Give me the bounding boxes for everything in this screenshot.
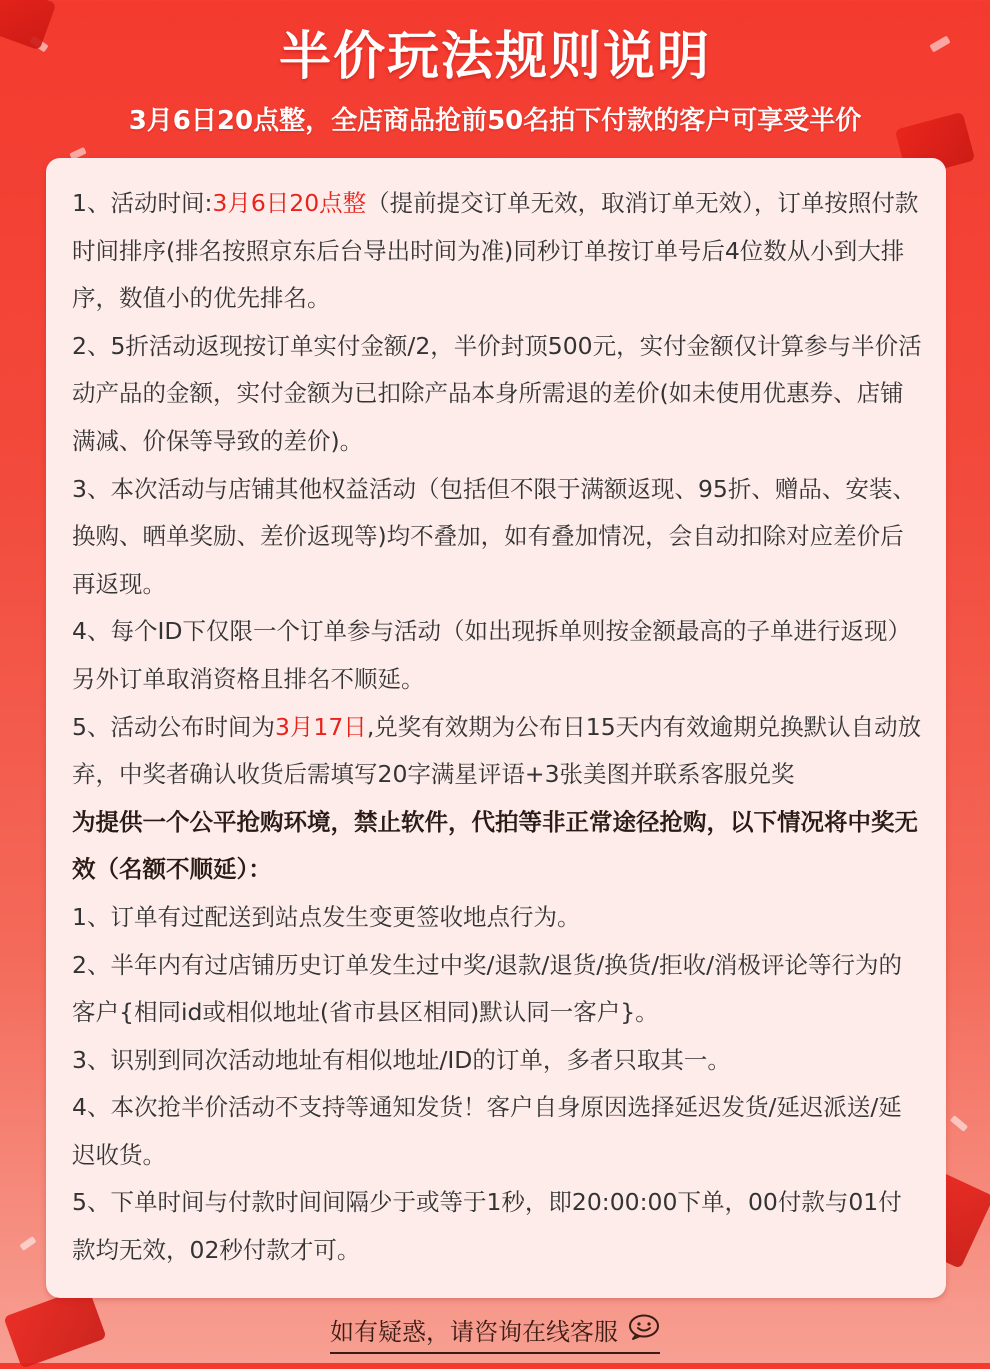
rule-5-highlight: 3月17日 <box>274 712 367 741</box>
notice-item: 4、本次抢半价活动不支持等通知发货！客户自身原因选择延迟发货/延迟派送/延迟收货。 <box>72 1093 902 1169</box>
customer-service-link[interactable] <box>330 1312 660 1354</box>
confetti-decoration <box>19 1236 36 1251</box>
rule-5-prefix: 5、活动公布时间为 <box>72 712 275 741</box>
rule-1 <box>72 180 924 323</box>
footer-text: 如有疑惑，请咨询在线客服 <box>330 1318 618 1346</box>
notice-item: 3、识别到同次活动地址有相似地址/ID的订单，多者只取其一。 <box>72 1045 731 1074</box>
rule-4: 4、每个ID下仅限一个订单参与活动（如出现拆单则按金额最高的子单进行返现）另外订单取消资格且排名不顺延。 <box>72 617 911 693</box>
page-subtitle: 3月6日20点整，全店商品抢前50名拍下付款的客户可享受半价 <box>128 106 862 136</box>
confetti-decoration <box>950 1115 968 1132</box>
notice-heading: 为提供一个公平抢购环境，禁止软件，代拍等非正常途径抢购，以下情况将中奖无效（名额不顺延）： <box>72 807 918 884</box>
page-title: 半价玩法规则说明 <box>278 27 711 87</box>
notice-item: 5、下单时间与付款时间间隔少于或等于1秒，即20:00:00下单，00付款与01付款均无效，02秒付款才可。 <box>72 1188 902 1265</box>
rule-5-suffix: ,兑奖有效期为公布日15天内有效逾期兑换默认自动放弃，中奖者确认收货后需填写20字满星评语+3张美图并联系客服兑奖 <box>72 712 922 789</box>
rule-3: 3、本次活动与店铺其他权益活动（包括但不限于满额返现、95折、赠品、安装、换购、晒单奖励、差价返现等)均不叠加，如有叠加情况，会自动扣除对应差价后再返现。 <box>72 474 916 598</box>
notice-item: 1、订单有过配送到站点发生变更签收地点行为。 <box>72 902 581 931</box>
rule-2: 2、5折活动返现按订单实付金额/2，半价封顶500元，实付金额仅计算参与半价活动产品的金额，实付金额为已扣除产品本身所需退的差价(如未使用优惠券、店铺满减、价保等导致的差价)。 <box>72 331 922 455</box>
rule-5 <box>72 704 924 799</box>
smile-chat-icon <box>628 1312 660 1352</box>
rule-1-highlight: 3月6日20点整 <box>212 189 367 217</box>
footer <box>0 1312 990 1354</box>
rules-content <box>72 180 924 1275</box>
rule-1-suffix: （提前提交订单无效，取消订单无效），订单按照付款时间排序(排名按照京东后台导出时间为准)同秒订单按订单号后4位数从小到大排序，数值小的优先排名。 <box>72 189 919 313</box>
rule-1-prefix: 1、活动时间: <box>72 189 213 217</box>
notice-item: 2、半年内有过店铺历史订单发生过中奖/退款/退货/换货/拒收/消极评论等行为的客户{相同id或相似地址(省市县区相同)默认同一客户}。 <box>72 950 903 1027</box>
